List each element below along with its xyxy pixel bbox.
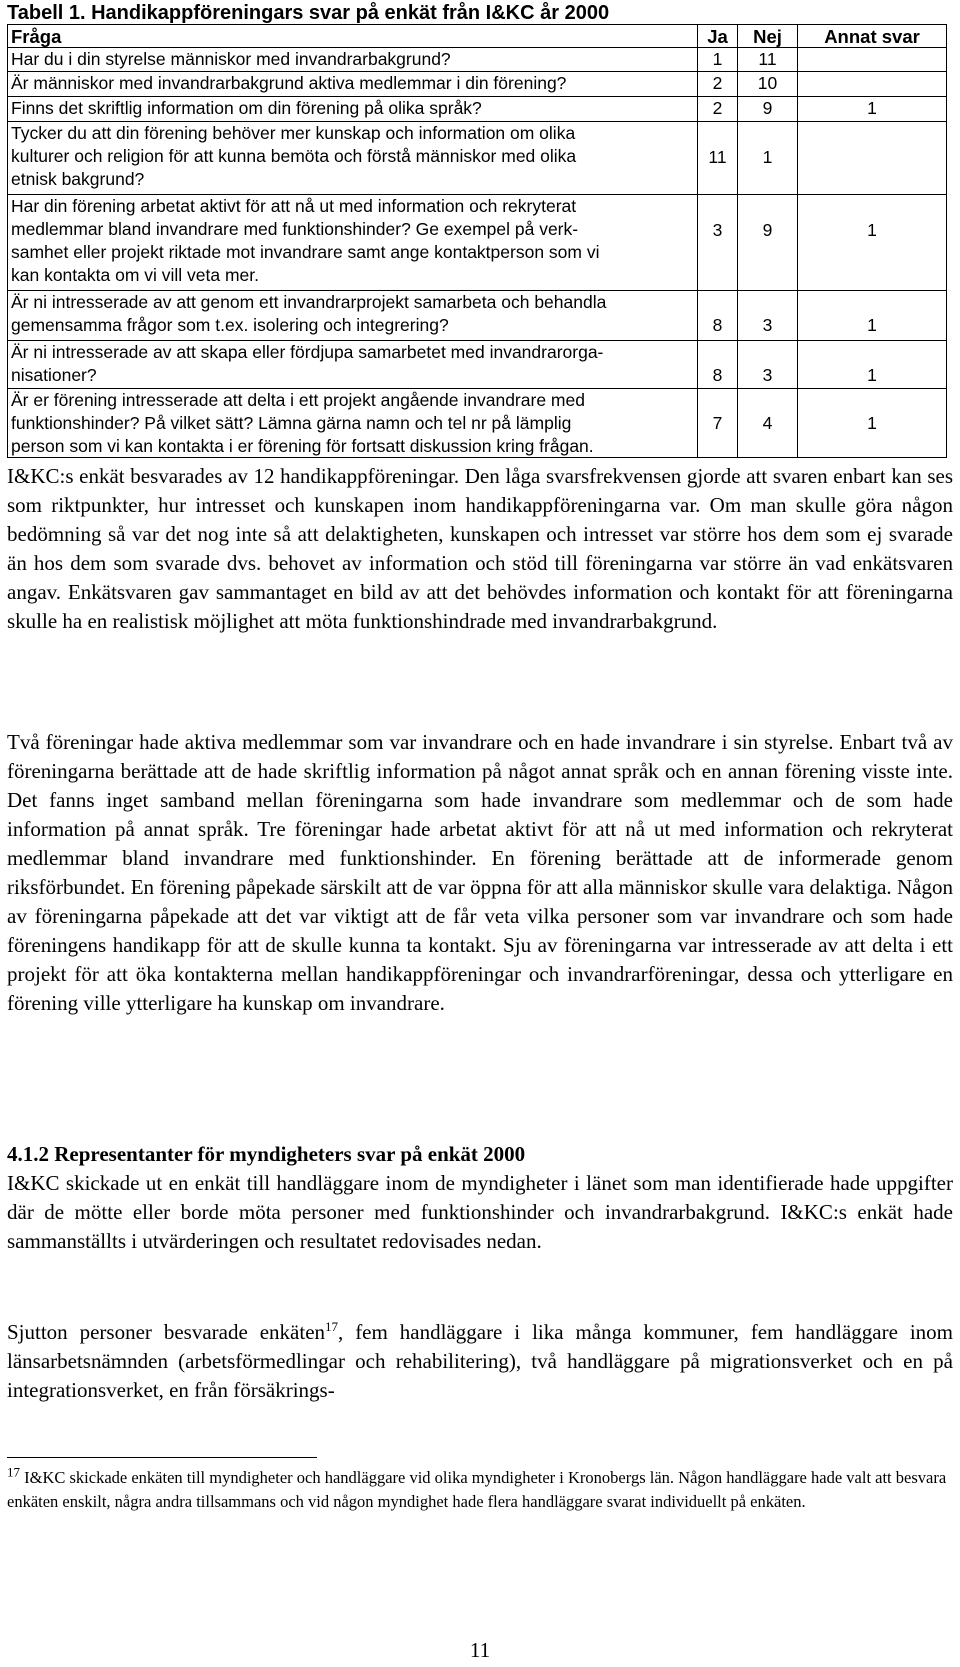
table-caption: Tabell 1. Handikappföreningars svar på enkät från I&KC år 2000: [7, 2, 610, 24]
no-count: 1: [762, 147, 773, 167]
yes-count-cell: [698, 48, 738, 71]
respondents-text-start: Sjutton personer besvarade enkäten: [7, 1320, 326, 1344]
table-row: [8, 48, 946, 72]
other-count: 1: [867, 315, 877, 335]
header-question: Fråga: [8, 25, 698, 47]
survey-table: [7, 24, 947, 458]
question-cell: [8, 195, 698, 290]
paragraph-survey-results: Två föreningar hade aktiva medlemmar som var invandrare och en hade invandrare i sin styrelse. Enbart två av föreningarna berättade att de hade skriftlig information på något annat språk och en annan förening visste inte. Det fanns inget samband mellan föreningarna som hade invandrare som medlemmar och de som hade information på annat språk. Tre föreningar hade arbetat aktivt för att nå ut med information och rekryterat medlemmar bland invandrare med funktionshinder. En förening berättade att de informerade genom riksförbundet. En förening påpekade särskilt att de var öppna för att alla människor skulle vara delaktiga. Någon av föreningarna påpekade att det var viktigt att de får veta vilka personer som var invandrare och som hade föreningens handikapp för att de skulle kunna ta kontakt. Sju av föreningarna var intresserade av att delta i ett projekt för att öka kontakterna mellan handikappföreningar och invandrarföreningar, dessa och ytterligare en förening ville ytterligare ha kunskap om invandrare.: [7, 730, 953, 1015]
other-count: 1: [867, 365, 877, 385]
question-cell: [8, 291, 698, 340]
yes-count: 8: [712, 315, 723, 335]
question-cell: [8, 72, 698, 96]
other-count-cell: [798, 195, 946, 290]
no-count-cell: [738, 341, 798, 388]
page-number: 11: [469, 1638, 491, 1662]
yes-count-cell: [698, 341, 738, 388]
no-count-cell: [738, 48, 798, 71]
question-cell: [8, 48, 698, 71]
other-count: 1: [867, 98, 877, 118]
no-count: 4: [762, 413, 773, 433]
section-heading: 4.1.2 Representanter för myndigheters svar på enkät 2000: [7, 1142, 526, 1166]
footnote-text: I&KC skickade enkäten till myndigheter och handläggare vid olika myndigheter i Kronobergs län. Någon handläggare hade valt att besvara enkäten enskilt, några andra tillsammans och vid någon myndighet hade flera handläggare svarat individuellt på enkäten.: [7, 1468, 947, 1511]
question-line: funktionshinder? På vilket sätt? Lämna gärna namn och tel nr på lämplig: [11, 413, 572, 433]
table-row: [8, 341, 946, 389]
question-line: kan kontakta om vi vill veta mer.: [11, 265, 260, 285]
question-line: medlemmar bland invandrare med funktionshinder? Ge exempel på verk-: [11, 219, 579, 239]
header-no: Nej: [738, 25, 798, 47]
other-count: 1: [867, 413, 877, 433]
yes-count-cell: [698, 72, 738, 96]
paragraph-authority-survey: I&KC skickade ut en enkät till handläggare inom de myndigheter i länet som man identifierade hade uppgifter där de mötte eller borde möta personer med funktionshinder och invandrarbakgrund. I&KC:s enkät hade sammanställts i utvärderingen och resultatet redovisades nedan.: [7, 1171, 953, 1253]
question-line: etnisk bakgrund?: [11, 169, 145, 189]
yes-count-cell: [698, 122, 738, 194]
yes-count-cell: [698, 291, 738, 340]
yes-count: 1: [712, 49, 723, 69]
yes-count: 2: [712, 73, 723, 93]
question-line: Tycker du att din förening behöver mer kunskap och information om olika: [11, 123, 576, 143]
no-count: 3: [762, 365, 773, 385]
yes-count-cell: [698, 195, 738, 290]
yes-count: 8: [712, 365, 723, 385]
yes-count-cell: [698, 97, 738, 121]
yes-count: 2: [712, 98, 723, 118]
other-count: 1: [867, 220, 877, 240]
table-row: [8, 195, 946, 291]
no-count-cell: [738, 291, 798, 340]
question-line: Finns det skriftlig information om din förening på olika språk?: [11, 98, 482, 118]
question-line: Är er förening intresserade att delta i ett projekt angående invandrare med: [11, 390, 585, 410]
table-row: [8, 97, 946, 122]
question-line: samhet eller projekt riktade mot invandrare samt ange kontaktperson som vi: [11, 242, 600, 262]
yes-count: 7: [712, 413, 723, 433]
question-line: gemensamma frågor som t.ex. isolering och integrering?: [11, 315, 449, 335]
question-line: Är ni intresserade av att genom ett invandrarprojekt samarbeta och behandla: [11, 292, 607, 312]
no-count-cell: [738, 389, 798, 458]
other-count-cell: [798, 291, 946, 340]
table-row: [8, 72, 946, 97]
header-other: Annat svar: [824, 26, 920, 47]
paragraph-survey-summary: I&KC:s enkät besvarades av 12 handikappföreningar. Den låga svarsfrekvensen gjorde att svaren enbart kan ses som riktpunkter, hur intresset och kunskapen inom handikappföreningarna var. Om man skulle göra någon bedömning så var det nog inte så att delaktigheten, kunskapen och intresset var större hos dem som ej svarade än hos dem som svarade dvs. behovet av information och stöd till föreningarna var större än vad enkätsvaren angav. Enkätsvaren gav sammantaget en bild av att det behövdes information och kontakt för att föreningarna skulle ha en realistisk möjlighet att möta funktionshindrade med invandrarbakgrund.: [7, 464, 953, 633]
table-row: [8, 291, 946, 341]
question-line: Är ni intresserade av att skapa eller fördjupa samarbetet med invandrarorga-: [11, 342, 604, 362]
no-count-cell: [738, 97, 798, 121]
no-count-cell: [738, 72, 798, 96]
other-count-cell: [798, 389, 946, 458]
no-count: 9: [762, 220, 773, 240]
yes-count: 11: [708, 147, 727, 167]
footnote: [7, 1466, 953, 1514]
no-count: 9: [762, 98, 773, 118]
no-count-cell: [738, 122, 798, 194]
question-line: Har din förening arbetat aktivt för att nå ut med information och rekryterat: [11, 196, 577, 216]
yes-count: 3: [712, 220, 723, 240]
question-cell: [8, 341, 698, 388]
question-line: kulturer och religion för att kunna bemöta och förstå människor med olika: [11, 146, 577, 166]
respondents-text-end: , fem handläggare i lika många kommuner, fem handläggare inom länsarbetsnämnden (arbetsförmedlingar och rehabilitering), två handläggare på migrationsverket och en på integrationsverket, en från försäkrings-: [7, 1320, 953, 1402]
other-count-cell: [798, 341, 946, 388]
no-count: 10: [757, 73, 778, 93]
question-cell: [8, 97, 698, 121]
other-count-cell: [798, 72, 946, 96]
paragraph-respondents: [7, 1318, 953, 1405]
other-count-cell: [798, 48, 946, 71]
other-count-cell: [798, 122, 946, 194]
table-header-row: [8, 25, 946, 48]
no-count-cell: [738, 195, 798, 290]
header-yes: Ja: [698, 25, 738, 47]
table-row: [8, 122, 946, 195]
yes-count-cell: [698, 389, 738, 458]
no-count: 3: [762, 315, 773, 335]
table-row: [8, 389, 946, 458]
question-line: Är människor med invandrarbakgrund aktiva medlemmar i din förening?: [11, 73, 567, 93]
footnote-number: 17: [7, 1464, 20, 1480]
footnote-separator: [7, 1457, 317, 1458]
other-count-cell: [798, 97, 946, 121]
question-line: Har du i din styrelse människor med invandrarbakgrund?: [11, 49, 451, 69]
question-line: person som vi kan kontakta i er förening för fortsatt diskussion kring frågan.: [11, 436, 594, 456]
question-line: nisationer?: [11, 365, 97, 385]
footnote-reference[interactable]: 17: [325, 1319, 339, 1334]
no-count: 11: [758, 49, 777, 69]
question-cell: [8, 389, 698, 458]
question-cell: [8, 122, 698, 194]
